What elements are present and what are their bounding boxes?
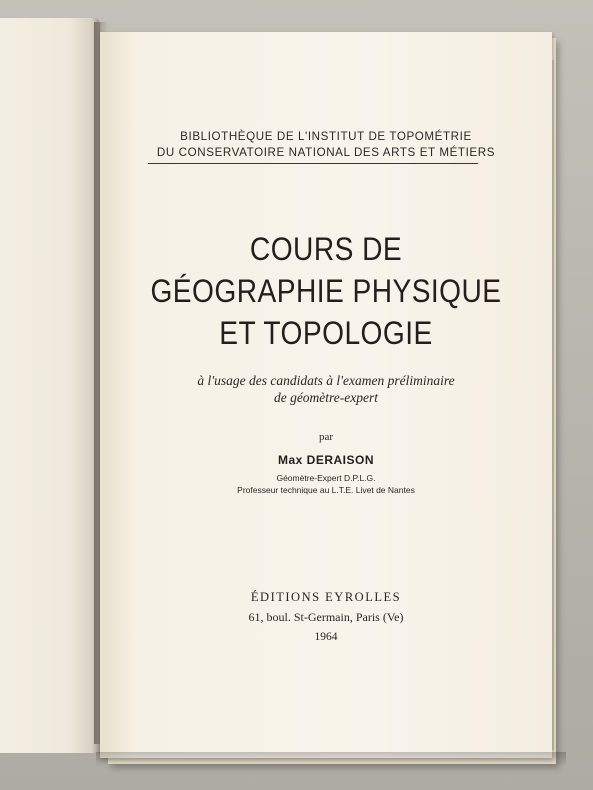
series-heading [100,129,552,161]
book-title [127,228,525,354]
by-word: par [318,431,334,443]
book-subtitle [100,372,552,406]
publisher-name: ÉDITIONS EYROLLES [250,590,402,604]
series-rule [148,163,478,164]
subtitle-line-2: de géomètre-expert [273,390,379,405]
author-credentials [100,472,552,496]
publication-year: 1964 [314,631,338,643]
author-name: Max DERAISON [277,453,375,467]
series-line-2: DU CONSERVATOIRE NATIONAL DES ARTS ET MÉTIERS [156,146,496,159]
credential-line-1: Géomètre-Expert D.P.L.G. [276,473,376,483]
title-line-2: GÉOGRAPHIE PHYSIQUE [150,273,502,309]
publisher-block [100,587,552,647]
facing-page [0,18,100,753]
subtitle-line-1: à l'usage des candidats à l'examen préliminaire [197,373,455,388]
series-line-1: BIBLIOTHÈQUE DE L'INSTITUT DE TOPOMÉTRIE [180,130,472,143]
publisher-address: 61, boul. St-Germain, Paris (Ve) [248,610,404,624]
credential-line-2: Professeur technique au L.T.E. Livet de Nantes [237,485,415,495]
title-line-1: COURS DE [249,231,403,267]
title-page [100,32,552,758]
title-line-3: ET TOPOLOGIE [219,315,433,351]
page-shadow [96,752,566,766]
